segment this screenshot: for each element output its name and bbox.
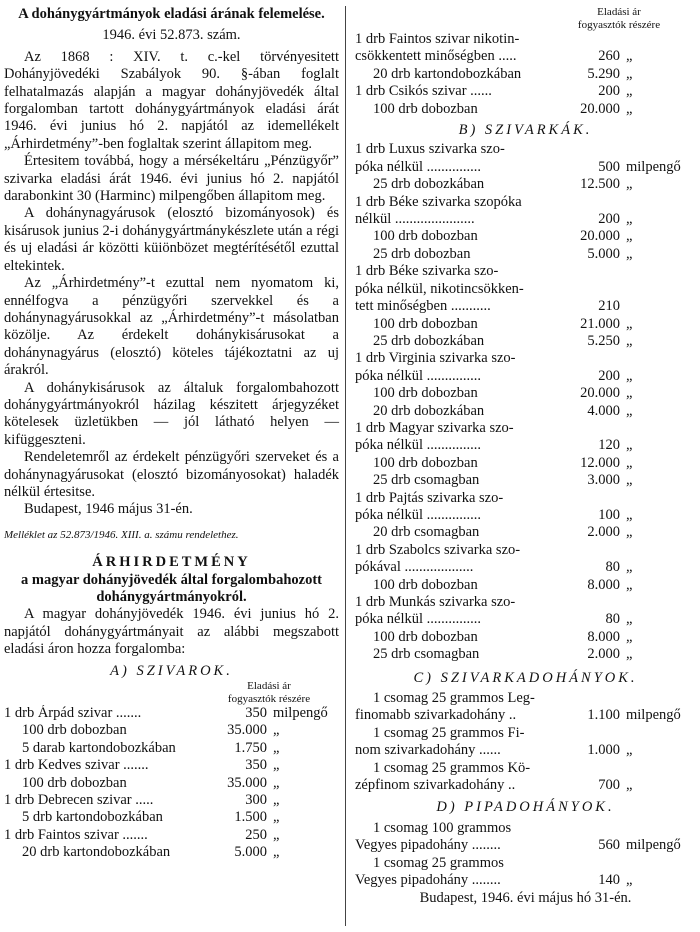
price-entry	[355, 194, 696, 229]
item-label: 1 csomag 25 grammos	[373, 854, 504, 871]
item-unit: „	[273, 739, 280, 756]
item-label: 25 drb dobozkában	[373, 176, 485, 193]
decree-body	[4, 49, 339, 519]
item-label: 1 drb Luxus szivarka szo-	[355, 141, 505, 158]
item-unit: „	[626, 576, 633, 593]
item-label: 20 drb csomagban	[373, 524, 480, 541]
price-row	[4, 827, 339, 844]
price-entry	[355, 228, 696, 245]
item-label: 1 drb Béke szivarka szopóka	[355, 193, 522, 210]
item-label: póka nélkül, nikotincsökken-	[355, 280, 524, 297]
price-entry	[355, 690, 696, 725]
price-row	[4, 740, 339, 757]
item-label: póka nélkül ...............	[355, 367, 482, 384]
item-label: póka nélkül ...............	[355, 158, 482, 175]
item-price: 4.000	[587, 402, 620, 419]
right-column	[355, 0, 696, 907]
item-label: nom szivarkadohány ......	[355, 742, 501, 759]
item-unit: „	[626, 611, 633, 628]
item-price: 560	[598, 837, 620, 854]
price-row	[4, 809, 339, 826]
notice-title: ÁRHIRDETMÉNY	[92, 554, 251, 571]
item-price: 5.000	[587, 245, 620, 262]
price-row	[4, 844, 339, 861]
item-label: 25 drb csomagban	[373, 646, 480, 663]
item-label: póka nélkül ...............	[355, 611, 482, 628]
item-label: 1 drb Kedves szivar .......	[4, 757, 149, 774]
annex-note: Melléklet az 52.873/1946. XIII. a. számu rendelethez.	[4, 528, 239, 541]
price-list-cigars-cont	[355, 31, 696, 118]
item-unit: milpengő	[626, 158, 681, 175]
price-entry	[355, 725, 696, 760]
item-price: 35.000	[227, 722, 267, 739]
section-d-heading: D) PIPADOHÁNYOK.	[436, 799, 615, 816]
item-label: 5 drb kartondobozkában	[22, 809, 163, 826]
decree-paragraph: Budapest, 1946 május 31-én.	[24, 501, 193, 518]
item-unit: „	[273, 809, 280, 826]
col-header-line2: fogyasztók részére	[227, 692, 311, 705]
price-entry	[355, 420, 696, 455]
item-price: 300	[245, 792, 267, 809]
price-entry	[355, 490, 696, 525]
item-unit: „	[273, 757, 280, 774]
item-unit: „	[626, 385, 633, 402]
item-unit: „	[626, 228, 633, 245]
section-a-heading: A) SZIVAROK.	[110, 662, 233, 679]
item-label: 1 csomag 25 grammos Leg-	[373, 690, 535, 707]
item-unit: milpengő	[626, 707, 681, 724]
item-price: 8.000	[587, 576, 620, 593]
item-unit: „	[626, 402, 633, 419]
item-unit: „	[626, 100, 633, 117]
item-price: 5.000	[234, 844, 267, 861]
notice-subtitle: a magyar dohányjövedék által forgalombahozott dohánygyártmányokról.	[20, 571, 322, 605]
price-entry	[355, 141, 696, 176]
item-price: 12.500	[580, 176, 620, 193]
section-b-heading: B) SZIVARKÁK.	[458, 122, 593, 139]
item-price: 700	[598, 777, 620, 794]
item-unit: „	[626, 742, 633, 759]
price-entry	[355, 472, 696, 489]
item-label: 1 drb Béke szivarka szo-	[355, 263, 499, 280]
price-entry	[355, 350, 696, 385]
price-list-cigars	[4, 705, 339, 862]
item-label: 100 drb dobozban	[373, 315, 478, 332]
price-entry	[355, 455, 696, 472]
item-unit: „	[626, 777, 633, 794]
item-label: 100 drb dobozban	[373, 628, 478, 645]
item-unit: „	[626, 437, 633, 454]
item-label: 1 drb Magyar szivarka szo-	[355, 419, 514, 436]
decree-number: 1946. évi 52.873. szám.	[102, 27, 241, 44]
item-unit: „	[626, 524, 633, 541]
price-list-cigarettes	[355, 141, 696, 663]
item-unit: „	[626, 332, 633, 349]
item-unit: „	[626, 506, 633, 523]
item-label: 20 drb kartondobozkában	[22, 844, 171, 861]
item-unit: „	[273, 844, 280, 861]
item-price: 200	[598, 367, 620, 384]
price-entry	[355, 176, 696, 193]
item-unit: „	[626, 48, 633, 65]
price-row	[4, 792, 339, 809]
price-entry	[355, 246, 696, 263]
price-entry	[355, 66, 696, 83]
section-c-heading: C) SZIVARKADOHÁNYOK.	[413, 669, 638, 686]
price-list-pipe-tobacco	[355, 820, 696, 890]
item-unit: „	[626, 176, 633, 193]
item-label: 1 drb Faintos szivar .......	[4, 826, 148, 843]
item-unit: „	[626, 367, 633, 384]
item-unit: „	[626, 454, 633, 471]
item-label: póka nélkül ...............	[355, 437, 482, 454]
price-column-header-right	[355, 6, 696, 31]
item-label: 1 drb Virginia szivarka szo-	[355, 350, 516, 367]
column-divider	[345, 6, 346, 926]
item-price: 120	[598, 437, 620, 454]
price-row	[4, 722, 339, 739]
item-unit: „	[626, 472, 633, 489]
item-price: 500	[598, 158, 620, 175]
price-row	[4, 757, 339, 774]
item-label: 1 drb Faintos szivar nikotin-	[355, 31, 520, 47]
item-price: 100	[598, 506, 620, 523]
item-price: 5.290	[587, 65, 620, 82]
item-unit: „	[626, 872, 633, 889]
item-unit: „	[626, 628, 633, 645]
left-column	[4, 0, 339, 862]
item-label: 1 drb Szabolcs szivarka szo-	[355, 541, 521, 558]
item-unit: „	[273, 826, 280, 843]
item-unit: „	[626, 65, 633, 82]
price-column-header	[4, 680, 339, 705]
item-price: 2.000	[587, 646, 620, 663]
decree-paragraph: Az 1868 : XIV. t. c.-kel törvényesitett Dohányjövedéki Szabályok 90. §-ában foglalt felhatalmazás alapján a magyar dohányjövedék által forgalomban tartott dohánygyártmányok eladási árát 1946. évi junius hó 2. napjától az idemellékelt „Árhirdetmény”-ben foglaltak szerint állapitom meg.	[4, 48, 339, 152]
item-label: pókával ...................	[355, 559, 474, 576]
item-unit: „	[626, 211, 633, 228]
item-price: 1.500	[234, 809, 267, 826]
decree-paragraph: Rendeletemről az érdekelt pénzügyőri szerveket és a dohánynagyárusokat (elosztó bizományosokat) haladék nélkül értesitse.	[4, 449, 339, 500]
decree-paragraph: Az „Árhirdetmény”-t ezuttal nem nyomatom ki, ennélfogva a pénzügyőri szervekkel és a dohánynagyárusokkal az „Árhirdetmény”-t másolatban közölje. Az érdekelt dohánykisárusokat a dohánynagyárus (elosztó) köteles tájékoztatni az uj árakról.	[4, 275, 339, 379]
price-entry	[355, 385, 696, 402]
item-label: 1 drb Árpád szivar .......	[4, 705, 142, 722]
item-unit: „	[273, 792, 280, 809]
item-label: póka nélkül ...............	[355, 506, 482, 523]
col-header-line1: Eladási ár	[597, 6, 641, 18]
item-unit: milpengő	[273, 705, 328, 722]
item-label: zépfinom szivarkadohány ..	[355, 777, 516, 794]
item-price: 8.000	[587, 628, 620, 645]
item-label: finomabb szivarkadohány ..	[355, 707, 517, 724]
item-label: 1 csomag 100 grammos	[373, 819, 512, 836]
price-entry	[355, 629, 696, 646]
item-price: 5.250	[587, 332, 620, 349]
item-unit: milpengő	[626, 837, 681, 854]
price-entry	[355, 316, 696, 333]
price-entry	[355, 83, 696, 100]
item-price: 12.000	[580, 454, 620, 471]
item-price: 2.000	[587, 524, 620, 541]
item-label: 100 drb dobozban	[373, 454, 478, 471]
item-unit: „	[626, 83, 633, 100]
decree-paragraph: A dohánykisárusok az általuk forgalombahozott dohánygyártmányokról házilag készitett árjegyzéket kötelesek üzletükben — jól látható helyen — kifüggeszteni.	[4, 379, 339, 448]
item-label: 5 darab kartondobozkában	[22, 739, 176, 756]
price-entry	[355, 855, 696, 890]
price-entry	[355, 542, 696, 577]
item-label: 1 drb Debrecen szivar .....	[4, 792, 154, 809]
item-label: Vegyes pipadohány ........	[355, 837, 501, 854]
closing-date: Budapest, 1946. évi május hó 31-én.	[419, 889, 632, 906]
item-price: 1.750	[234, 739, 267, 756]
col-header-line1: Eladási ár	[247, 680, 291, 693]
item-label: 1 drb Munkás szivarka szo-	[355, 594, 516, 610]
item-label: 100 drb dobozban	[22, 722, 127, 739]
item-price: 21.000	[580, 315, 620, 332]
item-label: 1 drb Pajtás szivarka szo-	[355, 489, 504, 506]
item-label: 20 drb kartondobozkában	[373, 65, 522, 82]
item-price: 200	[598, 83, 620, 100]
item-label: 100 drb dobozban	[373, 385, 478, 402]
price-entry	[355, 760, 696, 795]
item-price: 80	[605, 611, 620, 628]
item-price: 1.100	[587, 707, 620, 724]
price-entry	[355, 403, 696, 420]
item-price: 260	[598, 48, 620, 65]
item-price: 140	[598, 872, 620, 889]
price-row	[4, 705, 339, 722]
price-entry	[355, 577, 696, 594]
item-label: 1 drb Csikós szivar ......	[355, 83, 492, 100]
item-unit: „	[626, 559, 633, 576]
item-price: 350	[245, 757, 267, 774]
item-unit: „	[626, 646, 633, 663]
price-entry	[355, 594, 696, 629]
item-label: 100 drb dobozban	[22, 774, 127, 791]
item-price: 3.000	[587, 472, 620, 489]
item-label: Vegyes pipadohány ........	[355, 872, 501, 889]
item-label: 100 drb dobozban	[373, 228, 478, 245]
item-price: 250	[245, 826, 267, 843]
item-label: tett minőségben ...........	[355, 298, 491, 315]
item-label: 25 drb csomagban	[373, 472, 480, 489]
decree-paragraph: Értesitem továbbá, hogy a mérsékeltáru „Pénzügyőr” szivarka eladási árát 1946. évi junius hó 2. napjától darabonkint 30 (Harminc) milpengőben állapitom meg.	[4, 153, 339, 205]
price-entry	[355, 646, 696, 663]
item-label: 1 csomag 25 grammos Fi-	[373, 724, 525, 741]
notice-intro: A magyar dohányjövedék 1946. évi junius hó 2. napjától dohánygyártmányait az alábbi megszabott eladási áron hozza forgalomba:	[4, 606, 339, 658]
item-unit: „	[273, 722, 280, 739]
item-label: 25 drb dobozban	[373, 245, 471, 262]
price-row	[4, 775, 339, 792]
item-price: 20.000	[580, 228, 620, 245]
item-label: nélkül ......................	[355, 211, 475, 228]
item-unit: „	[626, 315, 633, 332]
item-label: 1 csomag 25 grammos Kö-	[373, 759, 531, 776]
item-price: 35.000	[227, 774, 267, 791]
item-price: 350	[245, 705, 267, 722]
price-entry	[355, 524, 696, 541]
item-label: 100 drb dobozban	[373, 100, 478, 117]
item-label: 100 drb dobozban	[373, 576, 478, 593]
decree-title: A dohánygyártmányok eladási árának felemelése.	[18, 6, 325, 22]
col-header-line2: fogyasztók részére	[577, 18, 661, 31]
item-price: 200	[598, 211, 620, 228]
item-label: 25 drb dobozkában	[373, 332, 485, 349]
item-unit: „	[626, 245, 633, 262]
price-entry	[355, 101, 696, 118]
price-entry	[355, 31, 696, 66]
item-unit: „	[273, 774, 280, 791]
item-price: 20.000	[580, 385, 620, 402]
price-list-cigarette-tobacco	[355, 690, 696, 794]
item-price: 20.000	[580, 100, 620, 117]
item-price: 1.000	[587, 742, 620, 759]
item-label: 20 drb dobozkában	[373, 402, 485, 419]
decree-paragraph: A dohánynagyárusok (elosztó bizományosok) és kisárusok junius 2-i dohánygyártmánykészlete után a régi és uj eladási ár közötti küiönbözet megtérítésétől ezuttal eltekintek.	[4, 205, 339, 274]
item-price: 210	[598, 298, 620, 315]
price-entry	[355, 263, 696, 315]
item-label: csökkentett minőségben .....	[355, 48, 517, 65]
price-entry	[355, 820, 696, 855]
price-entry	[355, 333, 696, 350]
item-price: 80	[605, 559, 620, 576]
